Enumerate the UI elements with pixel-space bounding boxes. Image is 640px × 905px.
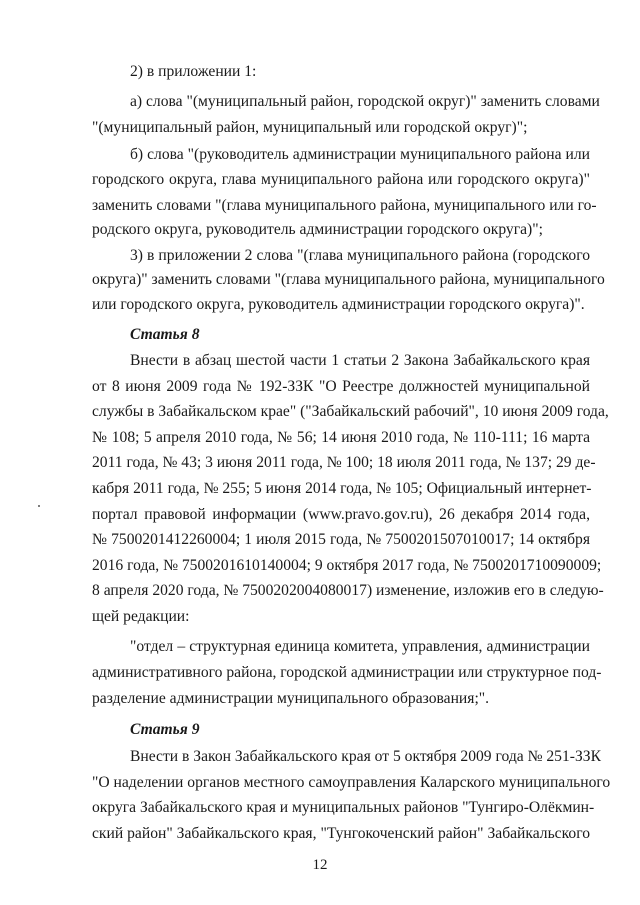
text-line: щей редакции: (92, 608, 190, 625)
text-line: ский район" Забайкальского края, "Тунгокоченский район" Забайкальского (92, 825, 590, 842)
text-line: портал правовой информации (www.pravo.gov.ru), 26 декабря 2014 года, (92, 506, 590, 523)
text-line: или городского округа, руководитель администрации городского округа)". (92, 296, 585, 313)
page-number: 12 (312, 857, 328, 873)
text-line: 2) в приложении 1: (130, 63, 257, 80)
text-line: "отдел – структурная единица комитета, управления, администрации (130, 638, 590, 655)
text-line: № 108; 5 апреля 2010 года, № 56; 14 июня 2010 года, № 110-111; 16 марта (92, 429, 590, 446)
text-line: "(муниципальный район, муниципальный или городской округ)"; (92, 119, 528, 136)
text-line: Внести в Закон Забайкальского края от 5 октября 2009 года № 251-ЗЗК (130, 748, 601, 765)
text-line: родского округа, руководитель администрации городского округа)"; (92, 221, 543, 238)
text-line: заменить словами "(глава муниципального района, муниципального или го- (92, 197, 597, 214)
text-line: 2011 года, № 43; 3 июня 2011 года, № 100; 18 июля 2011 года, № 137; 29 де- (92, 454, 596, 471)
scan-speck (38, 505, 40, 507)
text-line: кабря 2011 года, № 255; 5 июня 2014 года, № 105; Официальный интернет- (92, 480, 592, 497)
text-line: разделение администрации муниципального образования;". (92, 690, 490, 707)
text-line: городского округа, глава муниципального района или городского округа)" (92, 171, 590, 188)
text-line: округа Забайкальского края и муниципальных районов "Тунгиро-Олёкмин- (92, 799, 595, 816)
text-line: от 8 июня 2009 года № 192-ЗЗК "О Реестре должностей муниципальной (92, 378, 590, 395)
text-line: Внести в абзац шестой части 1 статьи 2 Закона Забайкальского края (130, 352, 590, 369)
text-line: "О наделении органов местного самоуправления Каларского муниципального (92, 774, 611, 791)
text-line: б) слова "(руководитель администрации муниципального района или (130, 146, 590, 163)
article-heading: Статья 9 (130, 721, 200, 738)
text-line: а) слова "(муниципальный район, городской округ)" заменить словами (130, 93, 600, 110)
text-line: административного района, городской администрации или структурное под- (92, 664, 602, 681)
text-line: 2016 года, № 7500201610140004; 9 октября 2017 года, № 7500201710090009; (92, 557, 602, 574)
article-heading: Статья 8 (130, 326, 200, 343)
text-line: № 7500201412260004; 1 июля 2015 года, № 7500201507010017; 14 октября (92, 531, 590, 548)
text-line: 8 апреля 2020 года, № 7500202004080017) изменение, изложив его в следую- (92, 582, 604, 599)
text-line: службы в Забайкальском крае" ("Забайкальский рабочий", 10 июня 2009 года, (92, 403, 609, 420)
text-line: 3) в приложении 2 слова "(глава муниципального района (городского (130, 247, 590, 264)
text-line: округа)" заменить словами "(глава муниципального района, муниципального (92, 271, 605, 288)
